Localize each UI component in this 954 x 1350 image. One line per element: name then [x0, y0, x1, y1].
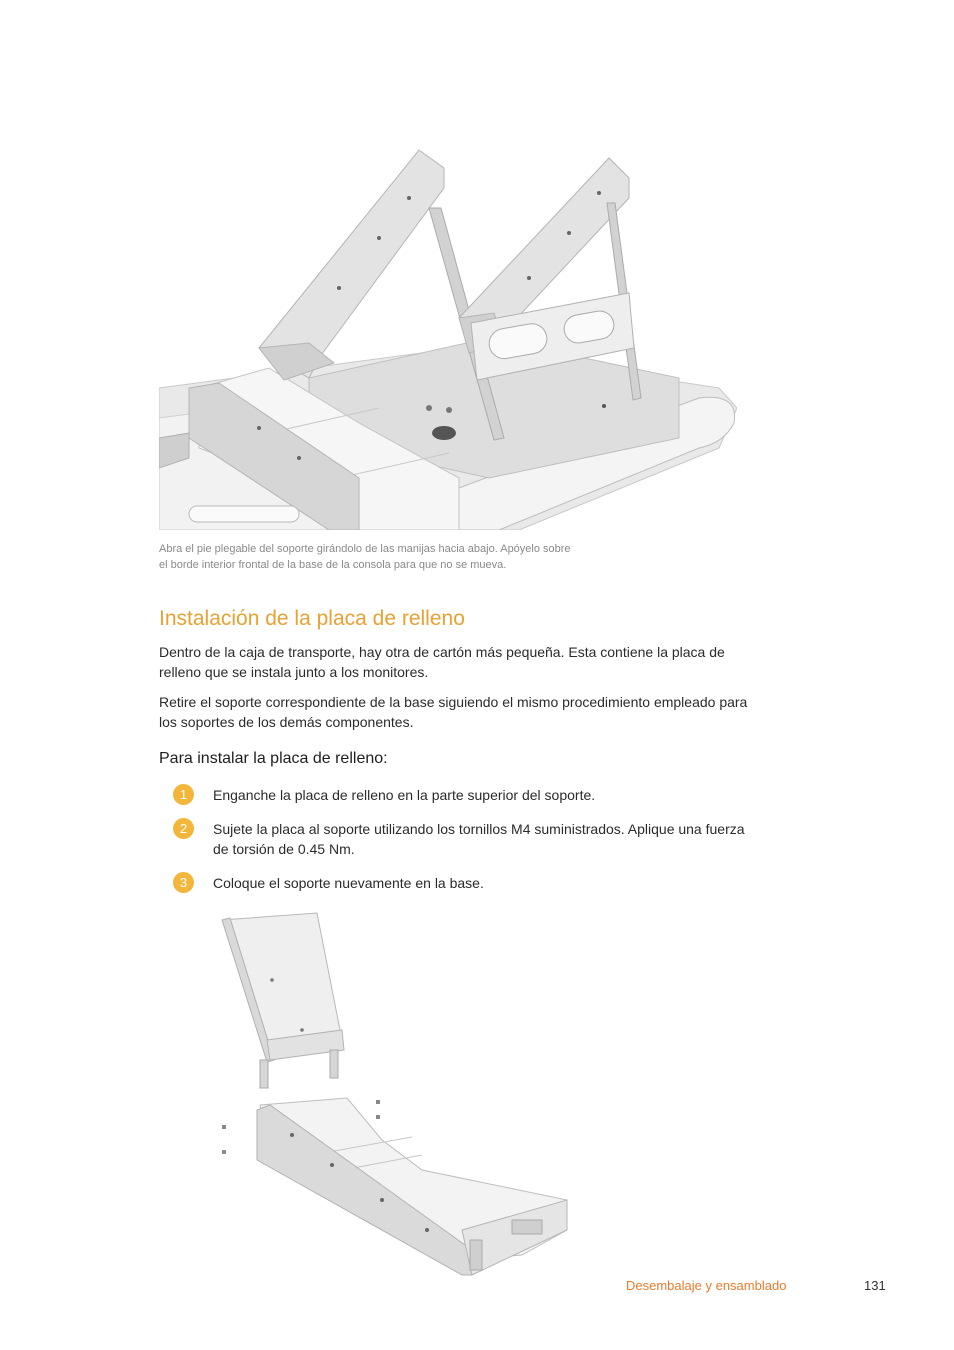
footer-page-number: 131	[864, 1278, 886, 1293]
footer-section-title: Desembalaje y ensamblado	[626, 1278, 787, 1293]
step-3-badge: 3	[173, 872, 194, 893]
figure-caption	[159, 541, 659, 573]
step-2-text	[213, 819, 803, 859]
step-1-badge: 1	[173, 784, 194, 805]
intro-paragraph-line-1: Dentro de la caja de transporte, hay otra de cartón más pequeña. Esta contiene la placa de	[159, 644, 725, 660]
step-2-badge: 2	[173, 818, 194, 839]
removal-paragraph-line-2: los soportes de los demás componentes.	[159, 714, 414, 730]
removal-paragraph-line-1: Retire el soporte correspondiente de la base siguiendo el mismo procedimiento empleado para	[159, 694, 748, 710]
removal-paragraph	[159, 692, 809, 732]
steps-subheading: Para instalar la placa de relleno:	[159, 750, 388, 767]
stand-folding-legs-illustration	[159, 148, 737, 530]
step-2-text-line-2: de torsión de 0.45 Nm.	[213, 841, 355, 857]
intro-paragraph	[159, 642, 809, 682]
step-1-text: Enganche la placa de relleno en la parte superior del soporte.	[213, 787, 596, 803]
filler-plate-assembly-illustration	[212, 910, 572, 1282]
caption-line-2: el borde interior frontal de la base de la consola para que no se mueva.	[159, 559, 507, 571]
step-2-text-line-1: Sujete la placa al soporte utilizando los tornillos M4 suministrados. Aplique una fuerza	[213, 821, 745, 837]
caption-line-1: Abra el pie plegable del soporte girándolo de las manijas hacia abajo. Apóyelo sobre	[159, 543, 571, 555]
step-3-text: Coloque el soporte nuevamente en la base.	[213, 875, 484, 891]
section-title: Instalación de la placa de relleno	[159, 607, 465, 630]
intro-paragraph-line-2: relleno que se instala junto a los monitores.	[159, 664, 429, 680]
